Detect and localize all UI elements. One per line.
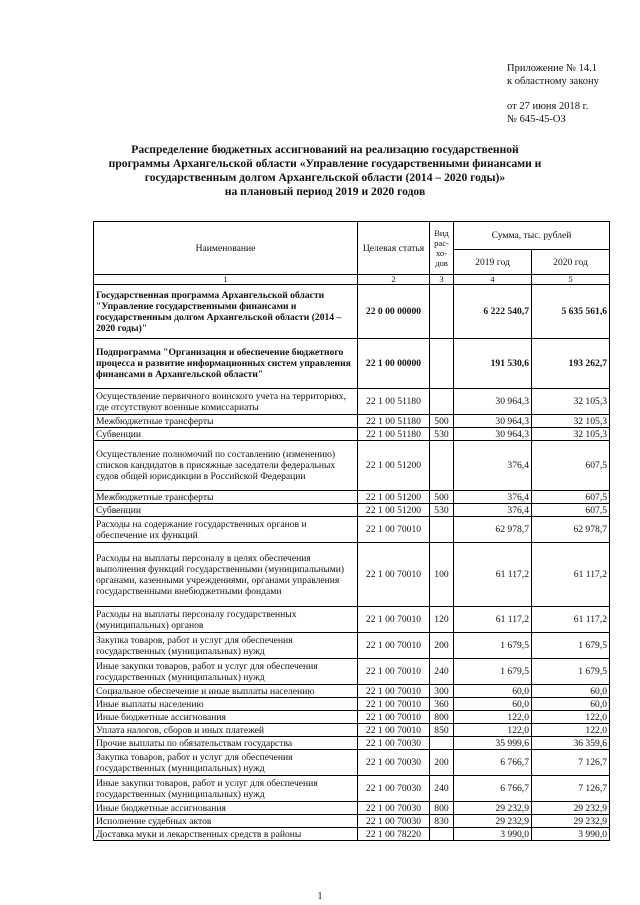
row-sum-2019: 30 964,3: [454, 389, 532, 415]
row-expense-type: [430, 441, 454, 491]
row-name: Осуществление первичного воинского учета на территориях, где отсутствуют военные комиссариаты: [94, 389, 358, 415]
row-target-code: 22 1 00 51200: [358, 504, 430, 517]
row-name: Осуществление полномочий по составлению (изменению) списков кандидатов в присяжные заседатели федеральных судов общей юрисдикции в Российской Федерации: [94, 441, 358, 491]
column-index: 5: [532, 275, 610, 285]
row-target-code: 22 1 00 51200: [358, 441, 430, 491]
row-sum-2019: 6 222 540,7: [454, 285, 532, 339]
row-sum-2020: 5 635 561,6: [532, 285, 610, 339]
table-row: [94, 491, 610, 504]
row-name: Расходы на выплаты персоналу государственных (муниципальных) органов: [94, 607, 358, 633]
row-sum-2020: 3 990,0: [532, 828, 610, 841]
row-target-code: 22 1 00 51180: [358, 415, 430, 428]
row-expense-type: 800: [430, 802, 454, 815]
row-expense-type: 500: [430, 415, 454, 428]
row-sum-2020: 61 117,2: [532, 543, 610, 607]
row-sum-2020: 607,5: [532, 441, 610, 491]
row-target-code: 22 1 00 70010: [358, 685, 430, 698]
table-row: [94, 659, 610, 685]
row-target-code: 22 1 00 70010: [358, 698, 430, 711]
row-sum-2019: 191 530,6: [454, 339, 532, 389]
row-name: Государственная программа Архангельской области "Управление государственными финансами и государственным долгом Архангельской области (2014 – 2020 годы)": [94, 285, 358, 339]
table-row: [94, 815, 610, 828]
table-row: [94, 828, 610, 841]
row-expense-type: 240: [430, 776, 454, 802]
header-type: Вид рас-хо-дов: [430, 222, 454, 275]
table-row: [94, 685, 610, 698]
row-sum-2020: 122,0: [532, 711, 610, 724]
table-row: [94, 633, 610, 659]
row-name: Закупка товаров, работ и услуг для обеспечения государственных (муниципальных) нужд: [94, 750, 358, 776]
title-line-4: на плановый период 2019 и 2020 годов: [224, 185, 426, 198]
row-target-code: 22 1 00 70030: [358, 776, 430, 802]
annex-number: Приложение № 14.1: [507, 63, 597, 74]
table-row: [94, 441, 610, 491]
row-target-code: 22 1 00 70030: [358, 815, 430, 828]
row-expense-type: [430, 737, 454, 750]
budget-table: [93, 221, 610, 841]
document-title: [60, 143, 590, 199]
row-sum-2019: 60,0: [454, 698, 532, 711]
row-sum-2019: 61 117,2: [454, 543, 532, 607]
row-target-code: 22 1 00 70010: [358, 711, 430, 724]
row-expense-type: [430, 389, 454, 415]
table-row: [94, 802, 610, 815]
row-name: Закупка товаров, работ и услуг для обеспечения государственных (муниципальных) нужд: [94, 633, 358, 659]
page-number: 1: [317, 891, 323, 902]
row-expense-type: [430, 285, 454, 339]
row-sum-2020: 32 105,3: [532, 389, 610, 415]
row-sum-2020: 60,0: [532, 698, 610, 711]
row-sum-2020: 29 232,9: [532, 802, 610, 815]
column-index: 1: [94, 275, 358, 285]
row-name: Субвенции: [94, 504, 358, 517]
row-name: Доставка муки и лекарственных средств в районы: [94, 828, 358, 841]
row-name: Социальное обеспечение и иные выплаты населению: [94, 685, 358, 698]
row-sum-2020: 122,0: [532, 724, 610, 737]
table-row: [94, 724, 610, 737]
row-expense-type: 850: [430, 724, 454, 737]
table-row: [94, 737, 610, 750]
table-row: [94, 415, 610, 428]
row-expense-type: 500: [430, 491, 454, 504]
row-expense-type: [430, 517, 454, 543]
annex-reference: [507, 62, 632, 126]
row-sum-2020: 7 126,7: [532, 750, 610, 776]
row-expense-type: 300: [430, 685, 454, 698]
row-sum-2020: 607,5: [532, 491, 610, 504]
row-name: Иные бюджетные ассигнования: [94, 711, 358, 724]
law-number: № 645-45-ОЗ: [507, 114, 566, 125]
title-line-1: Распределение бюджетных ассигнований на реализацию государственной: [131, 143, 519, 156]
table-row: [94, 285, 610, 339]
row-name: Субвенции: [94, 428, 358, 441]
table-row: [94, 711, 610, 724]
row-target-code: 22 0 00 00000: [358, 285, 430, 339]
row-sum-2020: 32 105,3: [532, 415, 610, 428]
row-sum-2019: 3 990,0: [454, 828, 532, 841]
row-expense-type: 200: [430, 750, 454, 776]
column-index: 2: [358, 275, 430, 285]
row-name: Межбюджетные трансферты: [94, 491, 358, 504]
row-target-code: 22 1 00 70010: [358, 607, 430, 633]
row-expense-type: 830: [430, 815, 454, 828]
header-name: Наименование: [94, 222, 358, 275]
row-sum-2019: 1 679,5: [454, 659, 532, 685]
row-sum-2019: 61 117,2: [454, 607, 532, 633]
row-target-code: 22 1 00 70030: [358, 802, 430, 815]
row-sum-2019: 376,4: [454, 491, 532, 504]
row-target-code: 22 1 00 70030: [358, 737, 430, 750]
row-name: Исполнение судебных актов: [94, 815, 358, 828]
row-sum-2019: 30 964,3: [454, 415, 532, 428]
row-name: Расходы на содержание государственных органов и обеспечение их функций: [94, 517, 358, 543]
row-target-code: 22 1 00 00000: [358, 339, 430, 389]
table-row: [94, 776, 610, 802]
row-name: Иные выплаты населению: [94, 698, 358, 711]
row-sum-2019: 6 766,7: [454, 776, 532, 802]
row-expense-type: 360: [430, 698, 454, 711]
budget-table-body: [94, 275, 610, 841]
row-sum-2020: 60,0: [532, 685, 610, 698]
row-sum-2019: 122,0: [454, 724, 532, 737]
row-sum-2020: 61 117,2: [532, 607, 610, 633]
row-name: Иные закупки товаров, работ и услуг для обеспечения государственных (муниципальных) нужд: [94, 776, 358, 802]
table-row: [94, 750, 610, 776]
header-sum: Сумма, тыс. рублей: [454, 222, 610, 250]
row-sum-2019: 1 679,5: [454, 633, 532, 659]
row-expense-type: 200: [430, 633, 454, 659]
law-date: от 27 июня 2018 г.: [507, 101, 589, 112]
table-row: [94, 504, 610, 517]
row-sum-2019: 30 964,3: [454, 428, 532, 441]
header-code: Целевая статья: [358, 222, 430, 275]
column-index: 3: [430, 275, 454, 285]
row-expense-type: [430, 828, 454, 841]
header-year-2020: 2020 год: [532, 250, 610, 275]
row-sum-2020: 1 679,5: [532, 633, 610, 659]
row-name: Расходы на выплаты персоналу в целях обеспечения выполнения функций государственными (муниципальными) органами, казенными учреждениями, органами управления государственными внебюджетными фондами: [94, 543, 358, 607]
row-name: Иные бюджетные ассигнования: [94, 802, 358, 815]
row-expense-type: 530: [430, 428, 454, 441]
row-sum-2020: 29 232,9: [532, 815, 610, 828]
row-name: Иные закупки товаров, работ и услуг для обеспечения государственных (муниципальных) нужд: [94, 659, 358, 685]
row-sum-2020: 32 105,3: [532, 428, 610, 441]
row-expense-type: 530: [430, 504, 454, 517]
row-sum-2019: 62 978,7: [454, 517, 532, 543]
row-target-code: 22 1 00 51180: [358, 389, 430, 415]
row-sum-2020: 36 359,6: [532, 737, 610, 750]
row-sum-2020: 193 262,7: [532, 339, 610, 389]
row-expense-type: 100: [430, 543, 454, 607]
row-expense-type: [430, 339, 454, 389]
table-row: [94, 389, 610, 415]
title-line-3: государственным долгом Архангельской области (2014 – 2020 годы)»: [144, 171, 506, 184]
table-row: [94, 698, 610, 711]
row-sum-2020: 62 978,7: [532, 517, 610, 543]
row-name: Подпрограмма "Организация и обеспечение бюджетного процесса и развитие информационных систем управления финансами в Архангельской области": [94, 339, 358, 389]
row-expense-type: 240: [430, 659, 454, 685]
row-target-code: 22 1 00 70010: [358, 633, 430, 659]
table-row: [94, 428, 610, 441]
table-row: [94, 607, 610, 633]
row-target-code: 22 1 00 51200: [358, 491, 430, 504]
header-year-2019: 2019 год: [454, 250, 532, 275]
row-name: Уплата налогов, сборов и иных платежей: [94, 724, 358, 737]
column-index: 4: [454, 275, 532, 285]
row-target-code: 22 1 00 70030: [358, 750, 430, 776]
table-row: [94, 339, 610, 389]
title-line-2: программы Архангельской области «Управление государственными финансами и: [108, 157, 542, 170]
row-sum-2020: 607,5: [532, 504, 610, 517]
table-row: [94, 543, 610, 607]
annex-law: к областному закону: [507, 76, 599, 87]
row-sum-2020: 1 679,5: [532, 659, 610, 685]
row-sum-2019: 122,0: [454, 711, 532, 724]
row-target-code: 22 1 00 51180: [358, 428, 430, 441]
row-name: Прочие выплаты по обязательствам государства: [94, 737, 358, 750]
row-target-code: 22 1 00 70010: [358, 543, 430, 607]
row-target-code: 22 1 00 78220: [358, 828, 430, 841]
row-sum-2019: 29 232,9: [454, 815, 532, 828]
row-target-code: 22 1 00 70010: [358, 659, 430, 685]
row-sum-2019: 376,4: [454, 504, 532, 517]
column-index-row: [94, 275, 610, 285]
row-target-code: 22 1 00 70010: [358, 724, 430, 737]
row-sum-2019: 29 232,9: [454, 802, 532, 815]
table-row: [94, 517, 610, 543]
row-sum-2019: 376,4: [454, 441, 532, 491]
row-name: Межбюджетные трансферты: [94, 415, 358, 428]
row-expense-type: 120: [430, 607, 454, 633]
row-expense-type: 800: [430, 711, 454, 724]
row-sum-2019: 6 766,7: [454, 750, 532, 776]
row-target-code: 22 1 00 70010: [358, 517, 430, 543]
row-sum-2020: 7 126,7: [532, 776, 610, 802]
row-sum-2019: 35 999,6: [454, 737, 532, 750]
row-sum-2019: 60,0: [454, 685, 532, 698]
